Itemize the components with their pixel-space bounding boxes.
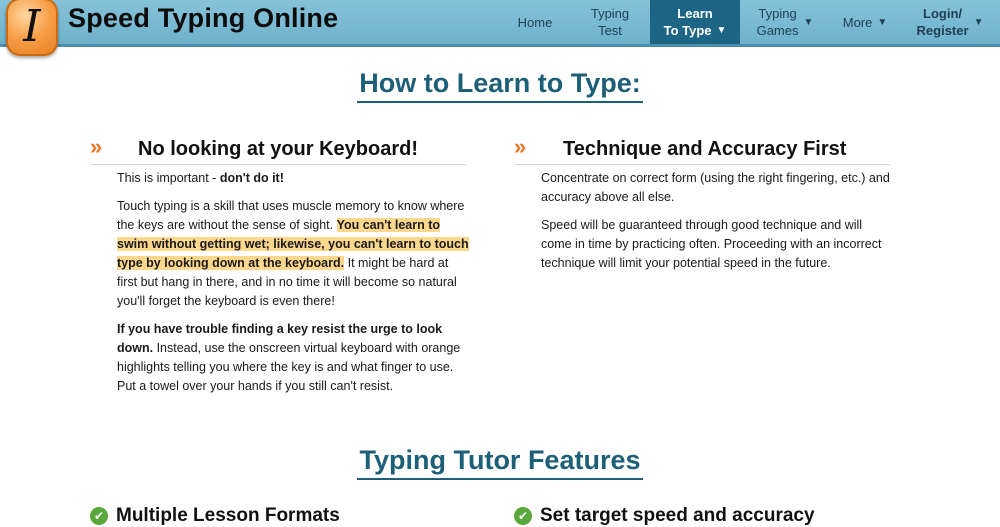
nav-typing-games[interactable] (740, 0, 830, 44)
tip-technique (514, 134, 890, 270)
nav-learn-to-type[interactable] (650, 0, 740, 44)
feature-item: ✔ Multiple Lesson Formats (90, 505, 340, 527)
nav-login-label: Login/ Register (916, 6, 969, 38)
tip-body (117, 169, 469, 405)
nav-typing-test-label: Typing Test (590, 6, 630, 38)
nav-home[interactable] (500, 0, 570, 44)
nav-more[interactable] (830, 0, 900, 44)
learn-section-title: How to Learn to Type: (0, 68, 1000, 103)
tip-heading: No looking at your Keyboard! (138, 138, 419, 160)
feature-item: ✔ Set target speed and accuracy (514, 505, 815, 527)
tip-paragraph: Touch typing is a skill that uses muscle memory to know where the keys are without the sense of sight. You can't learn to swim without getting wet; likewise, you can't learn to touch type by looking down at the keyboard. It might be hard at first but hang in there, and in no time it will become so natural you'll forget the keyboard is even there! (117, 199, 469, 308)
main-nav (500, 0, 1000, 44)
nav-typing-games-label: Typing Games (756, 6, 799, 38)
highlighted-text: You can't learn to swim without getting wet; likewise, you can't learn to touch type by looking down at the keyboard. (117, 218, 469, 270)
nav-home-label: Home (517, 14, 553, 30)
tip-paragraph: If you have trouble finding a key resist the urge to look down. Instead, use the onscreen virtual keyboard with orange highlights telling you where the key is and what finger to use. Put a towel over your hands if you still can't resist. (117, 322, 461, 393)
site-title[interactable]: Speed Typing Online (68, 3, 339, 33)
nav-typing-test[interactable] (570, 0, 650, 44)
tip-body (541, 169, 891, 282)
caret-down-icon: ▼ (803, 16, 814, 28)
chevron-right-icon: » (514, 134, 527, 159)
chevron-right-icon: » (90, 134, 103, 159)
caret-down-icon: ▼ (877, 16, 888, 28)
site-logo-icon[interactable]: I (6, 0, 58, 56)
nav-more-label: More (842, 14, 873, 30)
tip-header (90, 136, 466, 165)
tip-header (514, 136, 890, 165)
tip-paragraph: Concentrate on correct form (using the right fingering, etc.) and accuracy above all else. (541, 171, 890, 204)
check-circle-icon: ✔ (90, 507, 108, 525)
tip-heading: Technique and Accuracy First (563, 138, 847, 160)
tip-paragraph: This is important - don't do it! (117, 171, 284, 185)
tip-paragraph: Speed will be guaranteed through good technique and will come in time by practicing often. Proceeding with an incorrect technique will limit your potential speed in the future. (541, 218, 882, 270)
nav-login-register[interactable] (900, 0, 1000, 44)
check-circle-icon: ✔ (514, 507, 532, 525)
caret-down-icon: ▼ (973, 16, 984, 28)
caret-down-icon: ▼ (716, 25, 727, 36)
nav-learn-label: Learn To Type ▼ (663, 6, 727, 38)
tip-no-looking (90, 134, 469, 393)
site-header (0, 0, 1000, 52)
features-section-title: Typing Tutor Features (0, 445, 1000, 480)
